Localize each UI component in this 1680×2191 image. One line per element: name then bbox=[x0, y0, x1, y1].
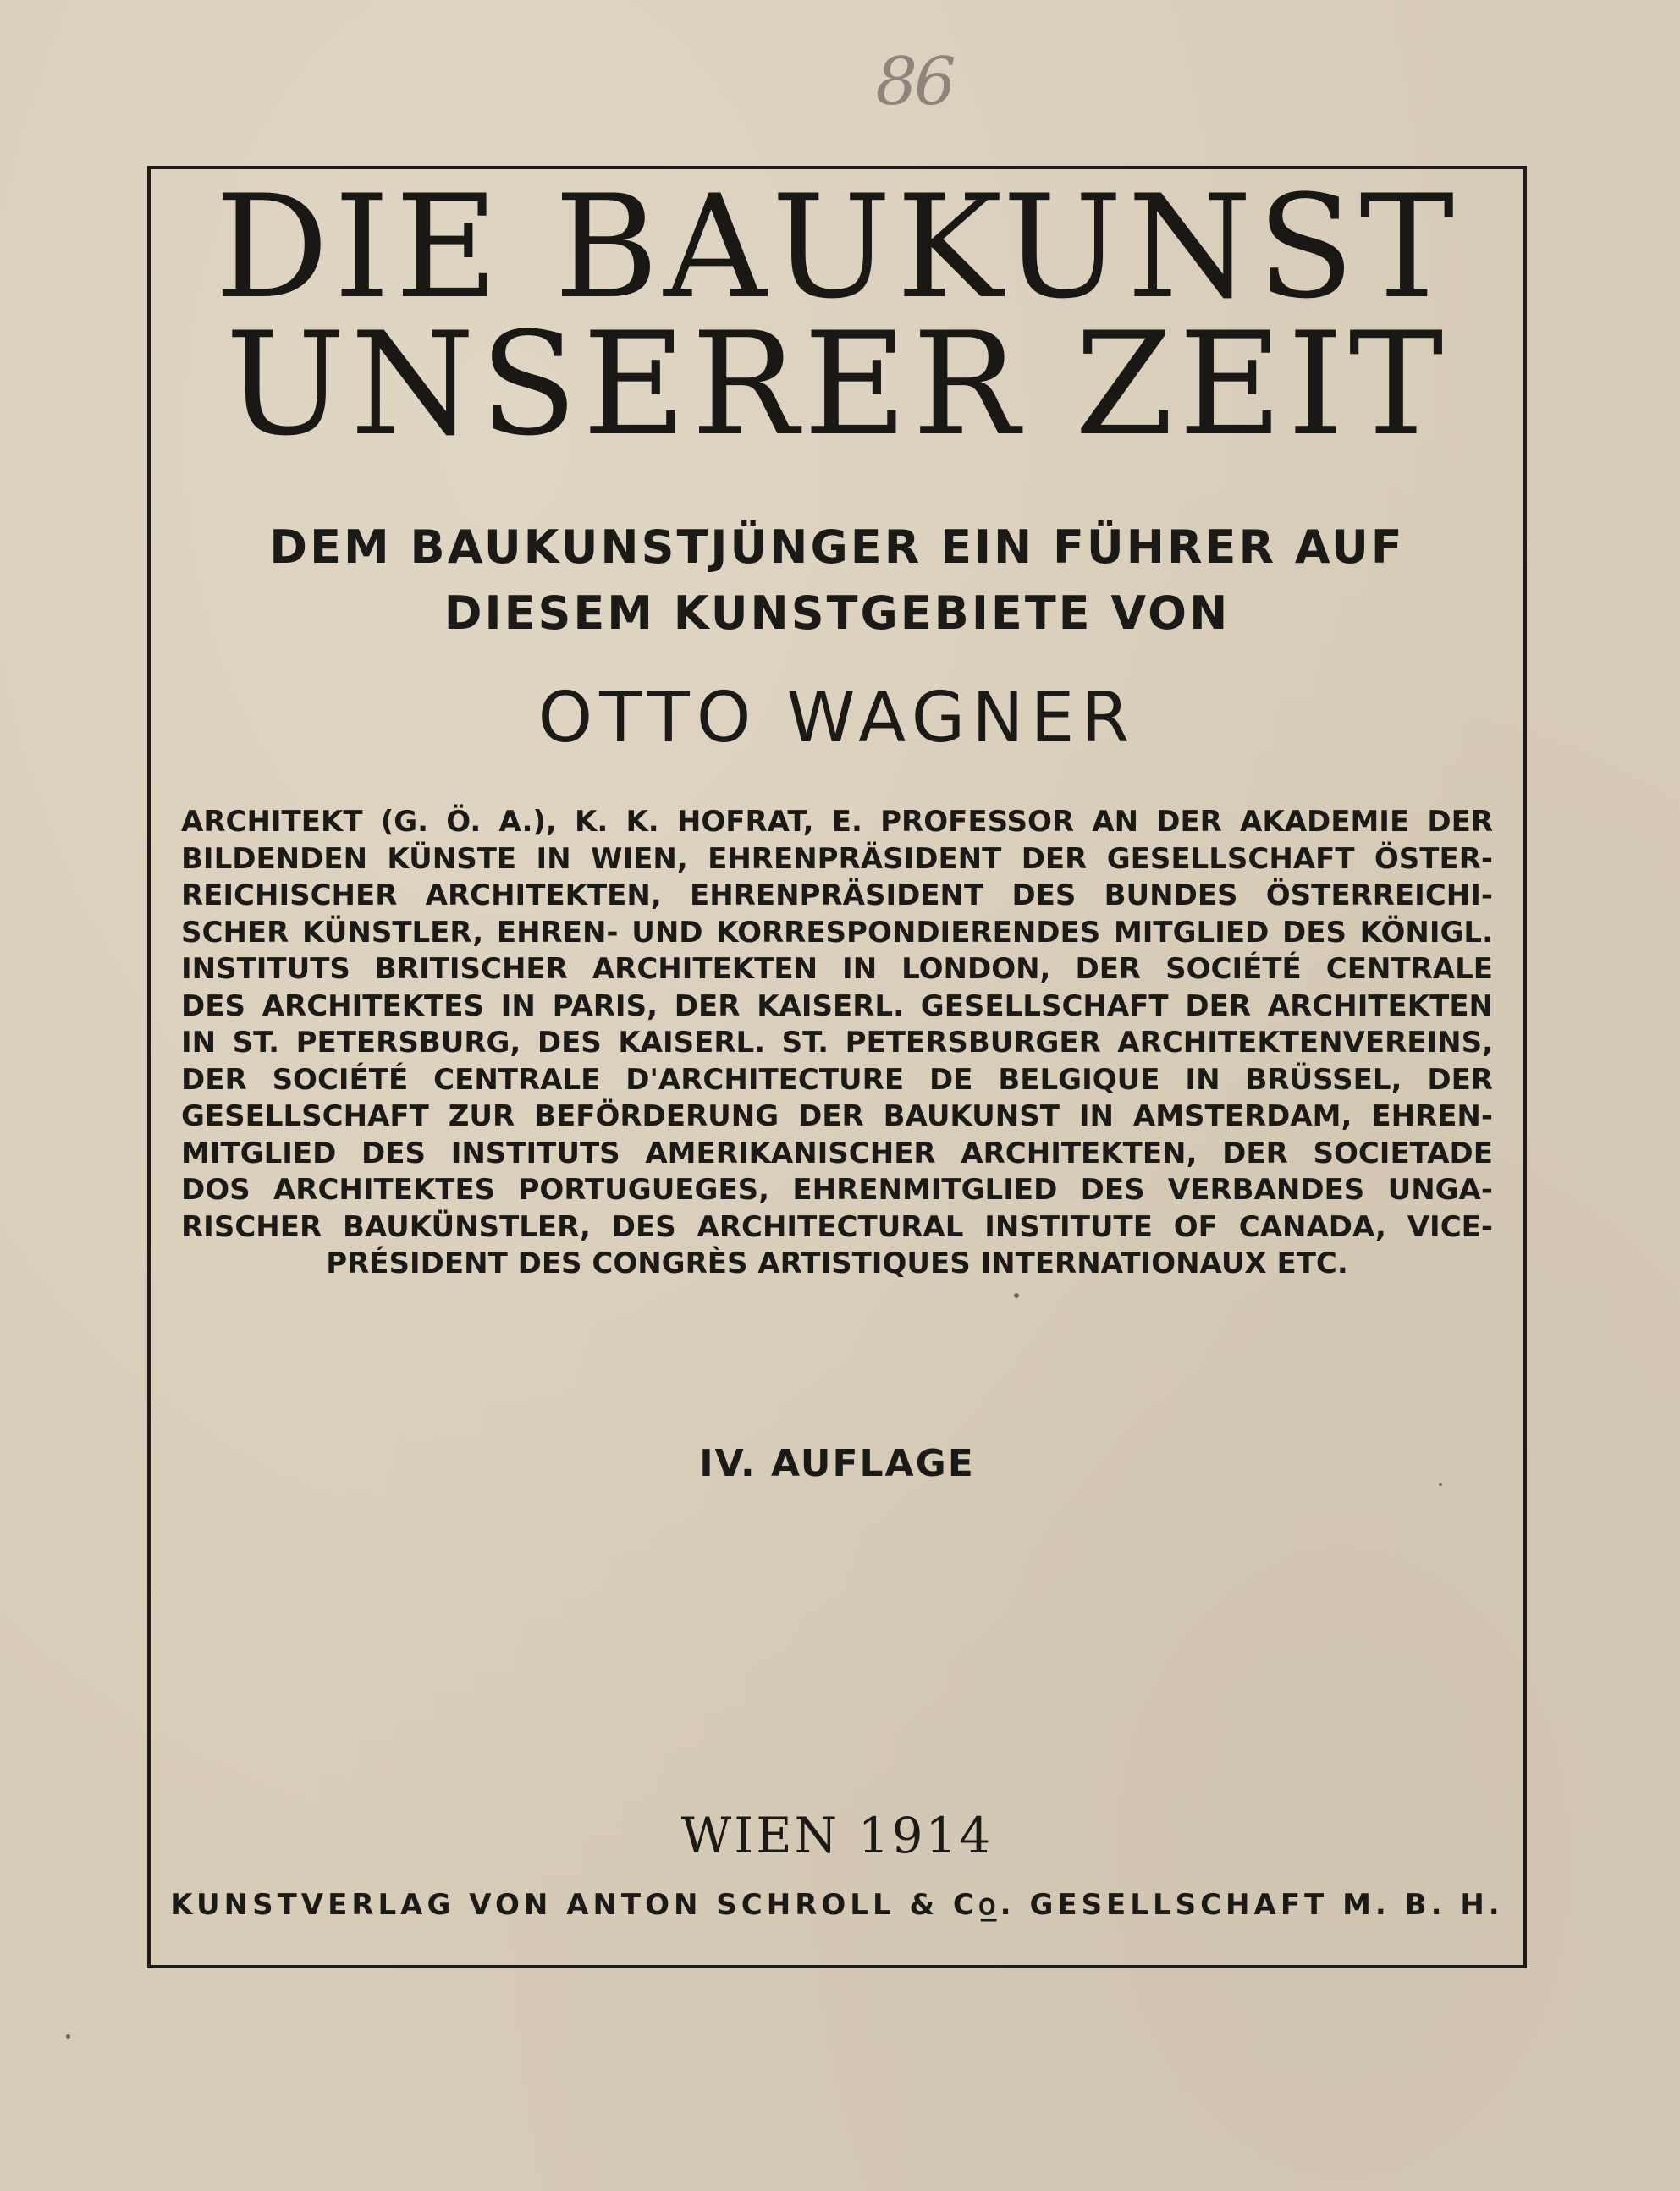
credentials-line: SCHER KÜNSTLER, EHREN- UND KORRESPONDIERENDES MITGLIED DES KÖNIGL. bbox=[181, 915, 1493, 950]
subtitle-line-1: DEM BAUKUNSTJÜNGER EIN FÜHRER AUF bbox=[269, 520, 1405, 574]
credentials-line: DOS ARCHITEKTES PORTUGUEGES, EHRENMITGLIED DES VERBANDES UNGA- bbox=[181, 1173, 1493, 1207]
place-and-year: WIEN 1914 bbox=[680, 1807, 994, 1864]
credentials-line: REICHISCHER ARCHITEKTEN, EHRENPRÄSIDENT DES BUNDES ÖSTERREICHI- bbox=[181, 878, 1493, 912]
pencil-page-number: 86 bbox=[875, 44, 953, 120]
credentials-line: DES ARCHITEKTES IN PARIS, DER KAISERL. GESELLSCHAFT DER ARCHITEKTEN bbox=[181, 988, 1493, 1023]
author-name: OTTO WAGNER bbox=[537, 678, 1137, 758]
publisher-line: KUNSTVERLAG VON ANTON SCHROLL & C𝗈̲. GESELLSCHAFT M. B. H. bbox=[170, 1888, 1504, 1922]
credentials-line: DER SOCIÉTÉ CENTRALE D'ARCHITECTURE DE BELGIQUE IN BRÜSSEL, DER bbox=[181, 1062, 1493, 1097]
credentials-line: BILDENDEN KÜNSTE IN WIEN, EHRENPRÄSIDENT DER GESELLSCHAFT ÖSTER- bbox=[181, 841, 1493, 876]
credentials-line: MITGLIED DES INSTITUTS AMERIKANISCHER ARCHITEKTEN, DER SOCIETADE bbox=[181, 1136, 1493, 1170]
credentials-line: IN ST. PETERSBURG, DES KAISERL. ST. PETERSBURGER ARCHITEKTENVEREINS, bbox=[181, 1026, 1493, 1060]
credentials-line-last: PRÉSIDENT DES CONGRÈS ARTISTIQUES INTERNATIONAUX ETC. bbox=[326, 1247, 1348, 1280]
book-title-line-1: DIE BAUKUNST bbox=[214, 164, 1460, 330]
credentials-line: GESELLSCHAFT ZUR BEFÖRDERUNG DER BAUKUNST IN AMSTERDAM, EHREN- bbox=[181, 1099, 1493, 1133]
credentials-line: RISCHER BAUKÜNSTLER, DES ARCHITECTURAL INSTITUTE OF CANADA, VICE- bbox=[181, 1209, 1493, 1244]
credentials-line: ARCHITEKT (G. Ö. A.), K. K. HOFRAT, E. PROFESSOR AN DER AKADEMIE DER bbox=[181, 805, 1493, 839]
book-title-line-2: UNSERER ZEIT bbox=[225, 301, 1449, 467]
paper-speck bbox=[1014, 1293, 1019, 1298]
paper-speck bbox=[1439, 1483, 1442, 1486]
subtitle-line-2: DIESEM KUNSTGEBIETE VON bbox=[443, 586, 1231, 640]
paper-speck bbox=[66, 2034, 70, 2039]
author-credentials bbox=[181, 804, 1493, 1283]
credentials-line: INSTITUTS BRITISCHER ARCHITEKTEN IN LONDON, DER SOCIÉTÉ CENTRALE bbox=[181, 952, 1493, 986]
edition-label: IV. AUFLAGE bbox=[699, 1442, 975, 1485]
